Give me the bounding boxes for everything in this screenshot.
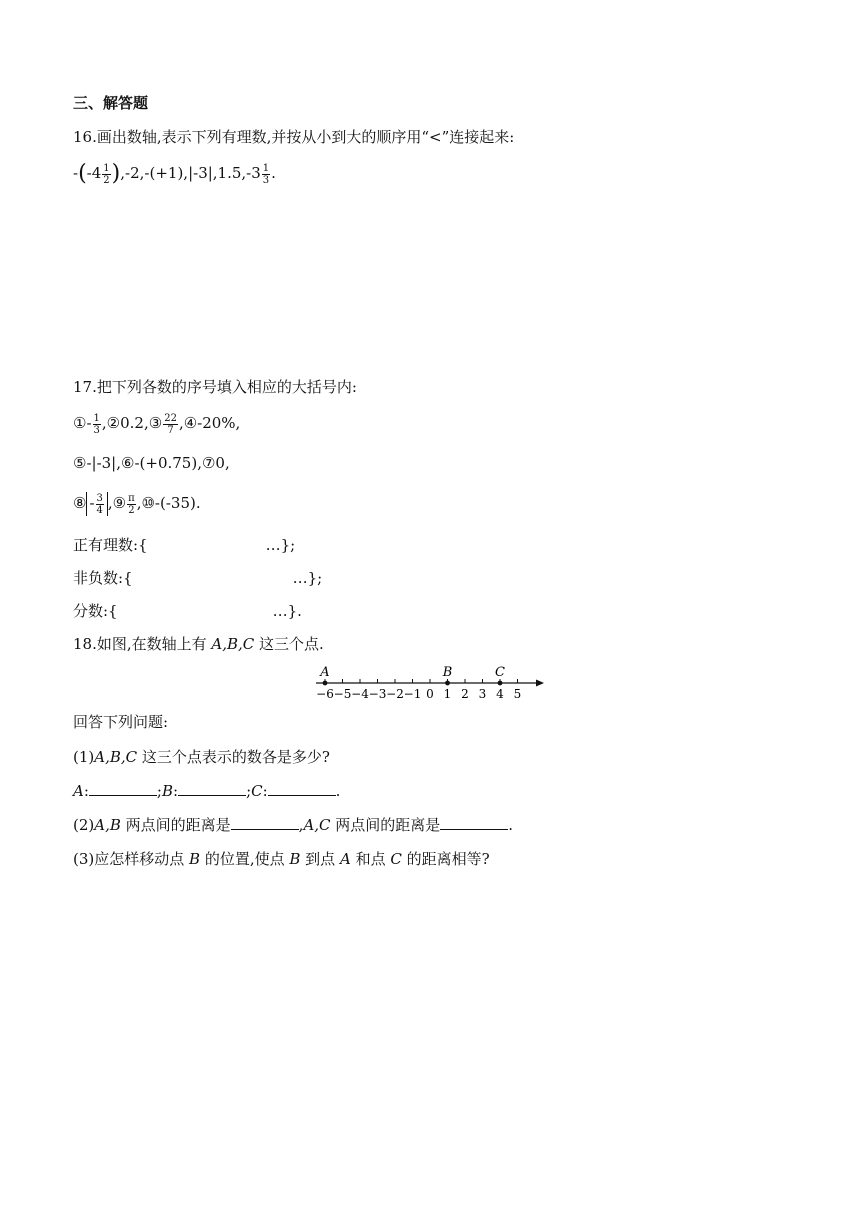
q17-item1-marker: ①	[73, 414, 87, 432]
q16-rest: ,-2,-(+1),|-3|,1.5,-3	[120, 164, 261, 182]
q17-prompt: 17.把下列各数的序号填入相应的大括号内:	[73, 378, 357, 396]
q16-a-prefix: -	[73, 164, 79, 182]
part1-points: A,B,C	[94, 748, 138, 766]
q17-row2: ⑤-|-3|,⑥-(+0.75),⑦0,	[73, 454, 230, 472]
q17-item9-marker: ,⑨	[107, 494, 127, 512]
blank-sep2: ;	[246, 782, 252, 800]
fraction-set-label: 分数:{	[73, 602, 118, 620]
part2-pre: (2)	[73, 816, 95, 834]
q17-item3-fraction	[163, 413, 178, 436]
q18-prompt	[73, 633, 324, 655]
part3-c: C	[390, 850, 402, 868]
q17-item4: ,④-20%,	[178, 414, 241, 432]
blank-a-colon: :	[83, 782, 89, 800]
number-line-tick-label: −5	[333, 687, 352, 701]
q17-item9-den: 2	[128, 504, 135, 516]
q17-item1-num: 1	[93, 412, 100, 424]
part1-post: 这三个点表示的数各是多少?	[137, 748, 330, 766]
q16-b-fraction	[262, 163, 270, 186]
number-line-figure	[312, 660, 552, 704]
q17-item8-fraction	[96, 493, 104, 516]
q18-part1	[73, 746, 330, 768]
part3-t5: 的距离相等?	[401, 850, 490, 868]
q17-item8-abs	[86, 492, 107, 516]
number-line	[316, 665, 544, 701]
q17-item1-den: 3	[93, 424, 100, 436]
q17-item9-num: π	[128, 492, 135, 504]
q18-part2	[73, 814, 513, 836]
number-line-tick-label: −1	[403, 687, 422, 701]
blank-a-label: A	[73, 782, 84, 800]
q18-part3	[73, 848, 490, 870]
number-line-point-label-a: A	[320, 665, 330, 680]
section-title: 三、解答题	[73, 94, 149, 112]
number-line-tick-label: 4	[496, 687, 504, 701]
blank-c-label: C	[251, 782, 263, 800]
q16-prompt: 16.画出数轴,表示下列有理数,并按从小到大的顺序用“<”连接起来:	[73, 128, 515, 146]
q17-item9-fraction	[127, 493, 136, 516]
part2-end: .	[508, 816, 514, 834]
distance-ab-field[interactable]	[231, 815, 299, 830]
q17-item3-num: 22	[164, 412, 177, 424]
blank-c-colon: :	[262, 782, 268, 800]
distance-ac-field[interactable]	[440, 815, 508, 830]
positive-set-label: 正有理数:{	[73, 536, 148, 554]
q16-a-int: -4	[86, 164, 102, 182]
q17-item8-sign: -	[89, 494, 95, 513]
q17-item10: ,⑩-(-35).	[136, 494, 201, 512]
part3-b2: B	[289, 850, 301, 868]
number-line-point-a	[323, 681, 328, 686]
number-line-tick-label: 5	[513, 687, 522, 701]
positive-set-end: …};	[265, 536, 296, 554]
nonneg-set-label: 非负数:{	[73, 569, 133, 587]
right-paren: )	[111, 161, 121, 186]
number-line-tick-label: −6	[316, 687, 334, 701]
number-line-point-b	[445, 681, 450, 686]
part3-t2: 的位置,使点	[200, 850, 290, 868]
number-line-tick-label: −2	[386, 687, 404, 701]
q17-item8-marker: ⑧	[73, 494, 87, 512]
q17-item8-den: 4	[96, 504, 103, 516]
q17-row3	[73, 492, 201, 516]
q16-end: .	[271, 164, 276, 182]
q17-fraction-set	[73, 600, 302, 622]
number-line-arrow-icon	[536, 680, 544, 687]
part1-pre: (1)	[73, 748, 95, 766]
number-line-point-label-c: C	[495, 665, 505, 680]
nonneg-set-end: …};	[292, 569, 323, 587]
part3-b1: B	[189, 850, 201, 868]
part2-ab: A,B	[94, 816, 121, 834]
q16-b-num: 1	[262, 162, 270, 174]
q17-item2: ,②0.2,③	[101, 414, 163, 432]
blank-c-field[interactable]	[268, 781, 336, 796]
q16-expression	[73, 162, 276, 186]
part2-sep: ,	[298, 816, 304, 834]
q18-prompt-pre: 18.如图,在数轴上有	[73, 635, 212, 653]
q18-prompt-points: A,B,C	[211, 635, 255, 653]
q18-answer-intro: 回答下列问题:	[73, 713, 169, 731]
q16-a-num: 1	[103, 162, 110, 174]
q17-row1	[73, 412, 240, 436]
number-line-point-c	[498, 681, 503, 686]
q17-positive-set	[73, 534, 295, 556]
part3-t3: 到点	[300, 850, 340, 868]
number-line-tick-label: −3	[368, 687, 387, 701]
q17-item1-sign: -	[86, 414, 92, 432]
blank-end: .	[335, 782, 341, 800]
blank-b-label: B	[161, 782, 173, 800]
q17-item8-num: 3	[96, 492, 103, 504]
part2-ac: A,C	[303, 816, 331, 834]
part3-t1: (3)应怎样移动点	[73, 850, 190, 868]
blank-b-field[interactable]	[178, 781, 246, 796]
fraction-set-end: …}.	[272, 602, 302, 620]
part2-mid2: 两点间的距离是	[330, 816, 441, 834]
number-line-tick-label: 1	[443, 687, 452, 701]
q16-b-den: 3	[262, 174, 270, 186]
q16-a-den: 2	[103, 174, 110, 186]
number-line-tick-label: 0	[426, 687, 434, 701]
number-line-point-label-b: B	[442, 665, 453, 680]
blank-sep1: ;	[156, 782, 162, 800]
part3-t4: 和点	[350, 850, 391, 868]
left-paren: (	[78, 161, 87, 186]
number-line-tick-label: −4	[351, 687, 369, 701]
blank-a-field[interactable]	[89, 781, 157, 796]
q17-item1-fraction	[93, 413, 101, 436]
q16-a-fraction	[102, 163, 110, 186]
q17-nonnegative-set	[73, 567, 322, 589]
q18-prompt-post: 这三个点.	[254, 635, 324, 653]
blank-b-colon: :	[173, 782, 179, 800]
q17-item3-den: 7	[167, 424, 174, 436]
part2-mid1: 两点间的距离是	[120, 816, 231, 834]
number-line-tick-label: 3	[478, 687, 487, 701]
number-line-tick-label: 2	[461, 687, 469, 701]
part3-a: A	[339, 850, 351, 868]
q18-part1-blanks	[73, 780, 340, 802]
